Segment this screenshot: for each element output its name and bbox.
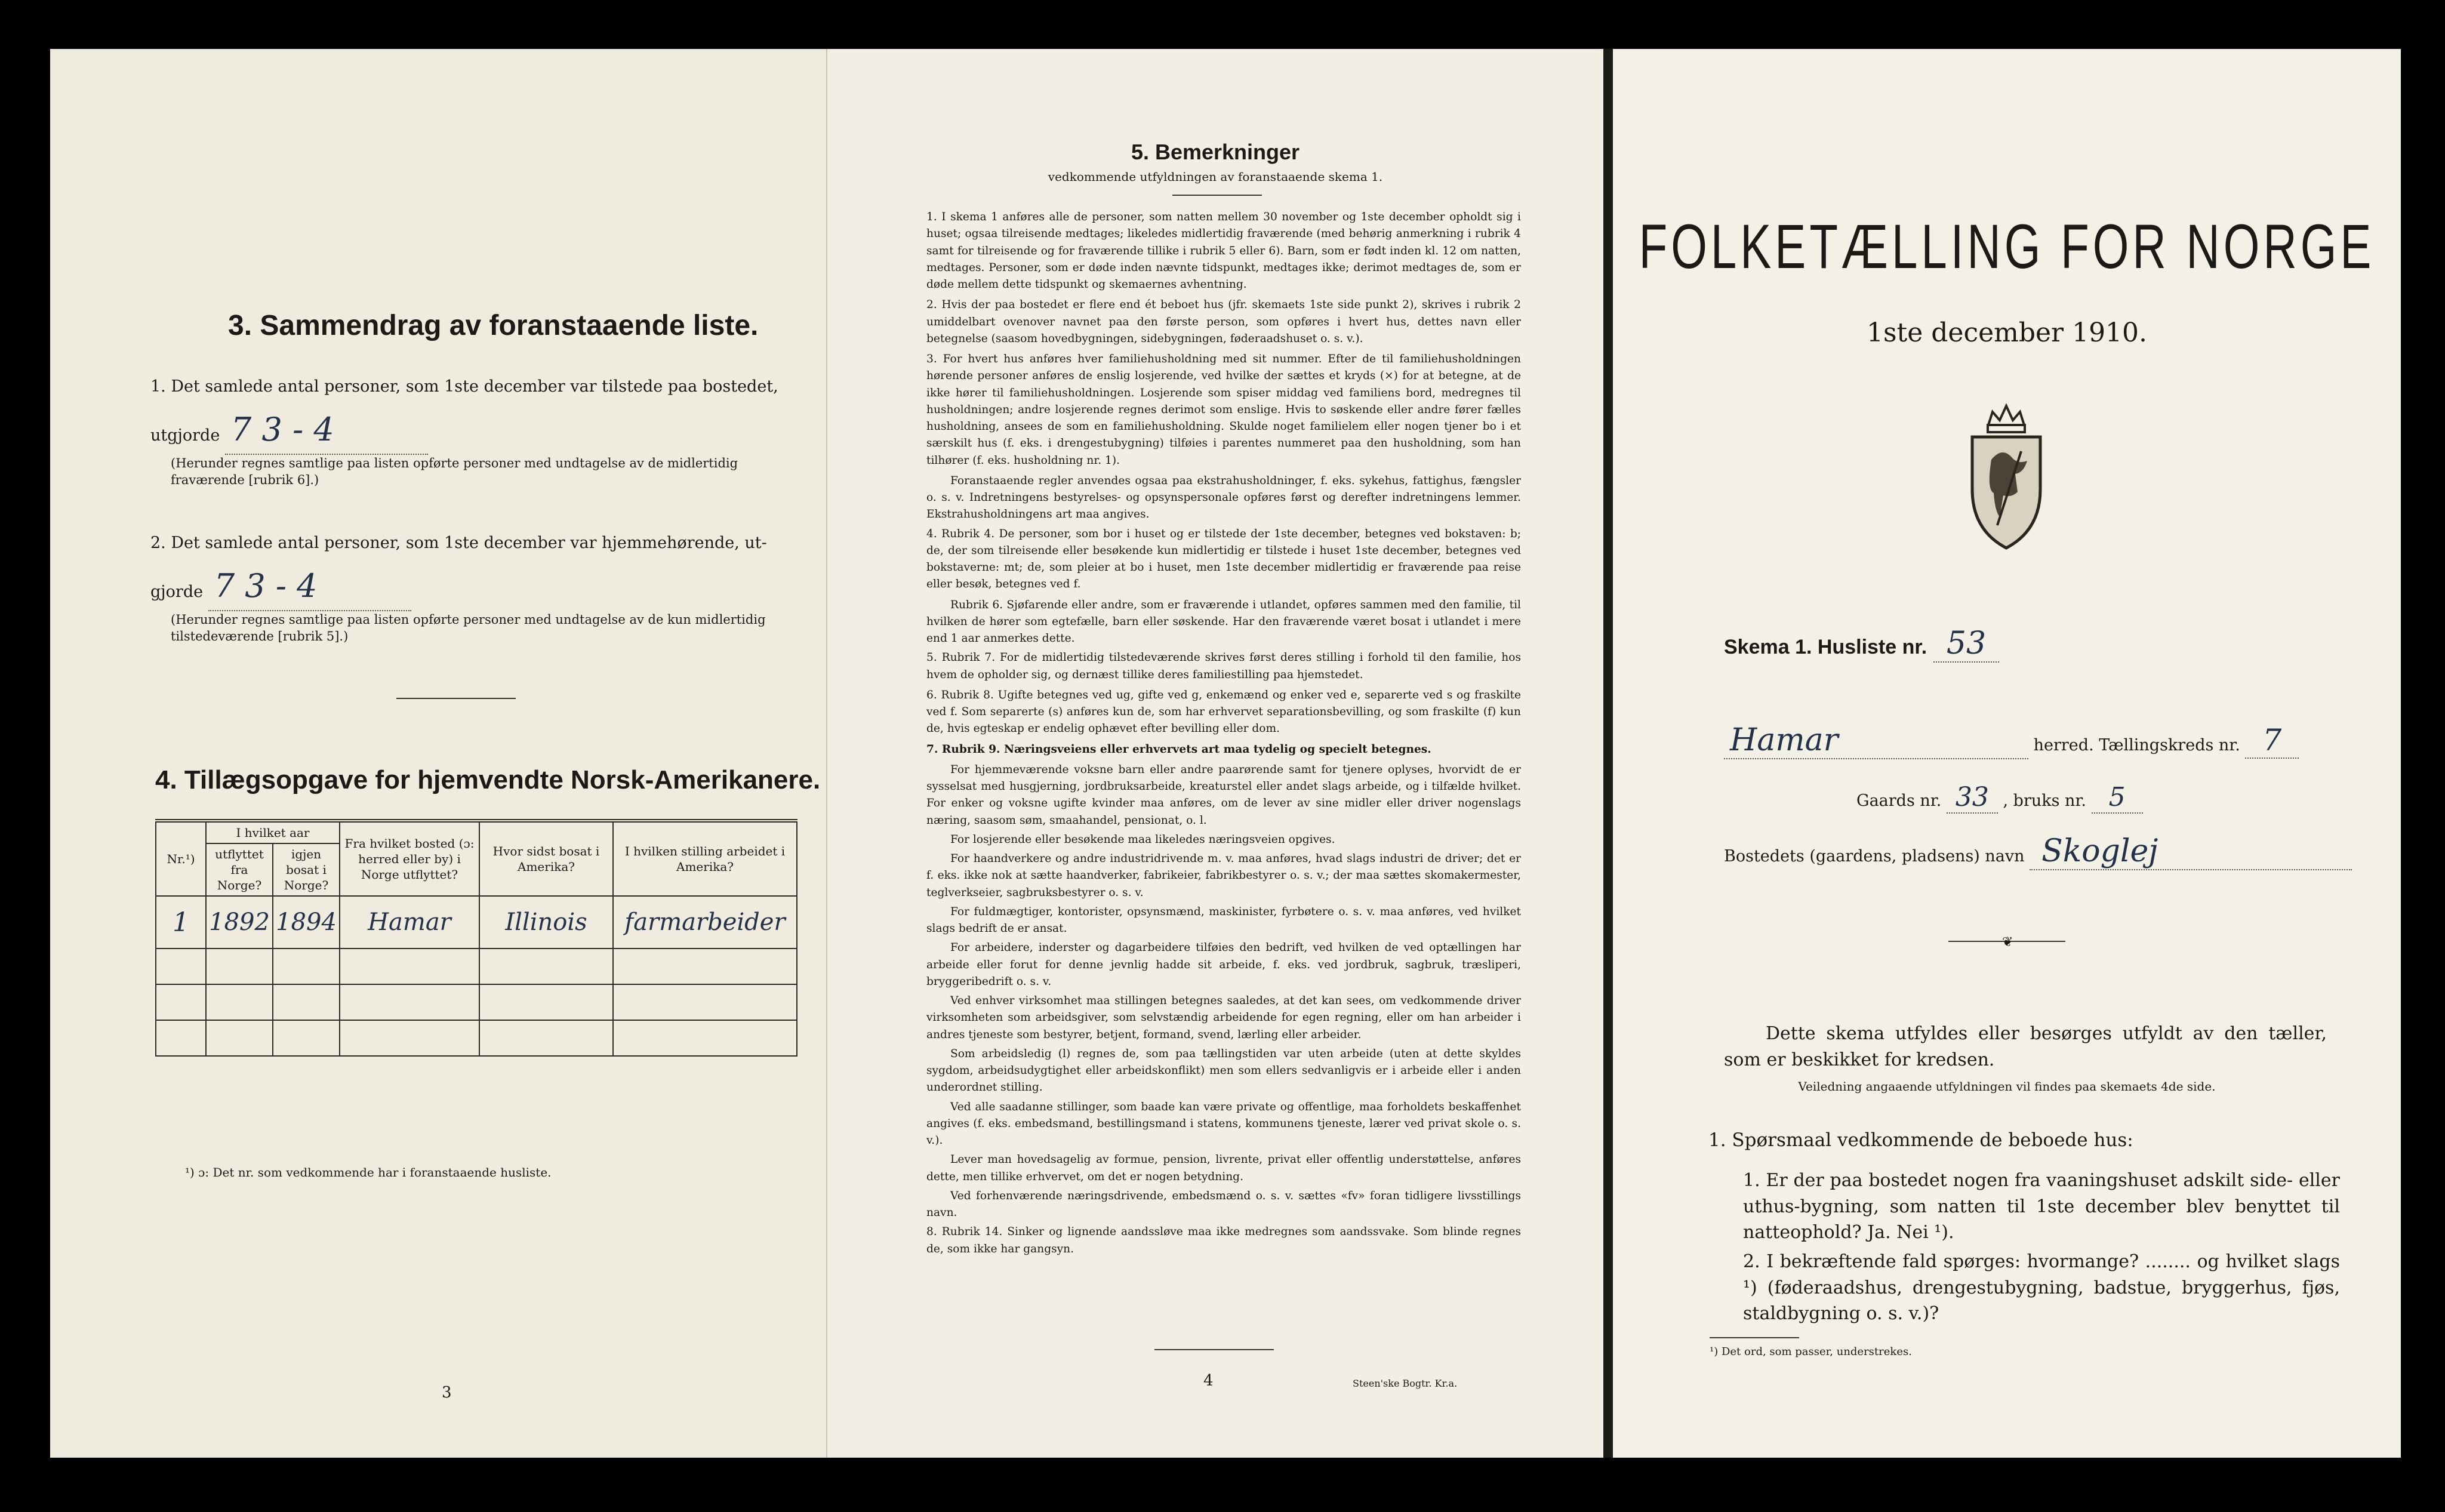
instruction-text: Dette skema utfyldes eller besørges utfyldt av den tæller, som er beskikket for kredsen. xyxy=(1724,1023,2327,1070)
summary-item-2-value: 7 3 - 4 xyxy=(208,562,411,611)
question-1 xyxy=(1743,1168,2340,1246)
norsk-amerikanere-table xyxy=(155,819,797,1057)
divider xyxy=(1172,195,1262,196)
bosted-line xyxy=(1724,833,2352,870)
table-footnote: ¹) ɔ: Det nr. som vedkommende har i foranstaaende husliste. xyxy=(185,1165,552,1180)
page-3 xyxy=(50,49,826,1458)
divider xyxy=(1154,1349,1274,1350)
summary-item-1-text: 1. Det samlede antal personer, som 1ste december var tilstede paa bostedet, xyxy=(150,377,778,396)
remark: Ved forhenværende næringsdrivende, embedsmænd o. s. v. sættes «fv» foran tidligere livsstillings navn. xyxy=(926,1189,1521,1219)
table-row xyxy=(156,896,797,949)
col-bosat: igjen bosat i Norge? xyxy=(273,843,340,896)
summary-item-1-value: 7 3 - 4 xyxy=(225,405,428,455)
remark: Lever man hovedsagelig av formue, pension, livrente, privat eller offentlig understøttelse, anføres dette, men tillike erhvervet, om det er nogen betydning. xyxy=(926,1153,1521,1183)
remarks-subtitle: vedkommende utfyldningen av foranstaaende skema 1. xyxy=(1048,170,1383,184)
col-utflyttet: utflyttet fra Norge? xyxy=(206,843,273,896)
question-1-text: 1. Er der paa bostedet nogen fra vaaningshuset adskilt side- eller uthus-bygning, som natten til 1ste december blev benyttet til natteophold? xyxy=(1743,1170,2340,1243)
skema-line xyxy=(1724,626,1999,663)
bruks-label: , bruks nr. xyxy=(2003,792,2086,810)
cell-amerika: Illinois xyxy=(479,896,613,949)
section-4-title: 4. Tillægsopgave for hjemvendte Norsk-Amerikanere. xyxy=(155,765,821,795)
remark: Rubrik 6. Sjøfarende eller andre, som er fraværende i utlandet, opføres sammen med den familie, til hvilken de hører som egtefælle, barn eller søskende. Har den fraværende været bosat i utlandet i mere end 1 aar anmerkes dette. xyxy=(926,598,1521,645)
cell-nr: 1 xyxy=(156,896,206,949)
col-nr: Nr.¹) xyxy=(156,821,206,896)
gaards-label: Gaards nr. xyxy=(1856,792,1942,810)
census-title: FOLKETÆLLING FOR NORGE xyxy=(1639,211,2375,282)
remark: Som arbeidsledig (l) regnes de, som paa tællingstiden var uten arbeide (uten at dette skyldes sygdom, arbeidsudygtighet eller arbeidskonflikt) men som ellers sedvanligvis er i arbeide eller i anden underordnet stilling. xyxy=(926,1047,1521,1094)
kreds-label: Tællingskreds nr. xyxy=(2099,736,2240,755)
book-gutter xyxy=(1603,49,1613,1458)
col-stilling: I hvilken stilling arbeidet i Amerika? xyxy=(613,821,797,896)
remark: For hjemmeværende voksne barn eller andre paarørende samt for tjenere oplyses, hvorvidt de er sysselsat med husgjerning, jordbruksarbeide, kreaturstel eller andet slags arbeide, og i tilfælde hvilket. For enker og voksne ugifte kvinder maa anføres, om de lever av sine midler eller driver nogenslags næring, saasom søm, smaahandel, pensionat, o. l. xyxy=(926,763,1521,827)
cover-page xyxy=(1613,49,2401,1458)
divider xyxy=(396,698,516,699)
remark: 8. Rubrik 14. Sinker og lignende aandssløve maa ikke medregnes som aandssvake. Som blinde regnes de, som ikke har gangsyn. xyxy=(926,1225,1521,1255)
remark: For losjerende eller besøkende maa likeledes næringsveien opgives. xyxy=(950,833,1335,846)
cell-utflyttet: 1892 xyxy=(206,896,273,949)
herred-label: herred. xyxy=(2033,736,2094,755)
questions-heading: 1. Spørsmaal vedkommende de beboede hus: xyxy=(1708,1129,2133,1151)
col-fra-bosted: Fra hvilket bosted (ɔ: herred eller by) i Norge utflyttet? xyxy=(340,821,479,896)
remark: For arbeidere, inderster og dagarbeidere tilføies den bedrift, ved hvilken de ved optællingen har arbeide eller forut for denne jevnlig hadde sit arbeide, f. eks. ved jordbruk, sagbruk, træsliperi, bryggeribedrift o. s. v. xyxy=(926,941,1521,988)
remarks-title: 5. Bemerkninger xyxy=(1131,140,1300,164)
cover-footnote: ¹) Det ord, som passer, understrekes. xyxy=(1710,1345,1912,1358)
remark: 6. Rubrik 8. Ugifte betegnes ved ug, gifte ved g, enkemænd og enker ved e, separerte ved s og fraskilte ved f. Som separerte (s) anføres kun de, som har erhvervet separationsbevilling, og som fraskilte (f) kun de, hvis egteskap er endelig ophævet efter bevilling eller dom. xyxy=(926,688,1521,735)
remark: 2. Hvis der paa bostedet er flere end ét beboet hus (jfr. skemaets 1ste side punkt 2), skrives i rubrik 2 umiddelbart ovenover navnet paa den første person, som opføres i hvert hus, dettes navn eller betegnelse (saasom hovedbygningen, sidebygningen, føderaadshuset o. s. v.). xyxy=(926,298,1521,345)
summary-item-1-note: (Herunder regnes samtlige paa listen opførte personer med undtagelse av de midlertidig fraværende [rubrik 6].) xyxy=(171,455,738,488)
remark: 7. Rubrik 9. Næringsveiens eller erhvervets art maa tydelig og specielt betegnes. xyxy=(926,743,1431,756)
bosted-label: Bostedets (gaardens, pladsens) navn xyxy=(1724,847,2025,866)
remark: 4. Rubrik 4. De personer, som bor i huset og er tilstede der 1ste december, betegnes ved bokstaven: b; de, der som tilreisende eller besøkende kun midlertidig er tilstede i huset 1ste december, betegnes ved bokstaverne: mt; de, som pleier at bo i huset, men 1ste december midlertidig er fraværende paa reise eller besøk, betegnes ved f. xyxy=(926,527,1521,591)
cell-fra-bosted: Hamar xyxy=(340,896,479,949)
remark: 3. For hvert hus anføres hver familiehusholdning med sit nummer. Efter de til familiehusholdningen hørende personer anføres de enslig losjerende, ved hvilke der sættes et kryds (×) for at betegne, at de ikke hører til familiehusholdningen. Losjerende som spiser middag ved familiens bord, medregnes til husholdningen; andre losjerende regnes derimot som enslige. Hvis to søskende eller andre fører fælles husholdning, ansees de som en familiehusholdning. Skulde noget familielem eller nogen tjener bo i et særskilt hus (f. eks. i drengestubygning) tilføies i parentes nummeret paa den husholdning, som han tilhører (f. eks. husholdning nr. 1). xyxy=(926,353,1521,467)
question-1-answer: Ja. Nei ¹). xyxy=(1867,1222,1954,1243)
question-2: 2. I bekræftende fald spørges: hvormange? ........ og hvilket slags ¹) (føderaadshus, drengestubygning, badstue, bryggerhus, fjøs, staldbygning o. s. v.)? xyxy=(1743,1251,2340,1324)
page-number: 3 xyxy=(442,1384,452,1402)
remark: For fuldmægtiger, kontorister, opsynsmænd, maskinister, fyrbøtere o. s. v. maa anføres, ved hvilket slags bedrift de er ansat. xyxy=(926,905,1521,935)
remark: For haandverkere og andre industridrivende m. v. maa anføres, hvad slags industri de driver; det er f. eks. ikke nok at sætte haandverker, fabrikeier, fabrikbestyrer o. s. v.; der maa sættes skomakermester, teglverkseier, sagbruksbestyrer o. s. v. xyxy=(926,852,1521,899)
divider xyxy=(1710,1337,1799,1338)
cell-stilling: farmarbeider xyxy=(613,896,797,949)
table-row xyxy=(156,1020,797,1056)
remark: 5. Rubrik 7. For de midlertidig tilstedeværende skrives først deres stilling i forhold til den familie, hos hvem de opholder sig, og dernæst tillike deres familiestilling paa hjemstedet. xyxy=(926,651,1521,681)
husliste-nr-value: 53 xyxy=(1933,626,1999,663)
remark: 1. I skema 1 anføres alle de personer, som natten mellem 30 november og 1ste december opholdt sig i huset; ogsaa tilreisende medtages; likeledes midlertidig fraværende (med behørig anmerkning i rubrik 4 samt for tilreisende og for fraværende tillike i rubrik 5 eller 6). Barn, som er født inden kl. 12 om natten, medtages. Personer, som er døde inden nævnte tidspunkt, medtages ikke; derimot medtages de, som er døde mellem dette tidspunkt og skemaernes avhentning. xyxy=(926,211,1521,291)
page-4 xyxy=(827,49,1603,1458)
table-row xyxy=(156,984,797,1020)
norway-coat-of-arms-icon xyxy=(1961,400,2051,555)
summary-item-2-prefix: gjorde xyxy=(150,582,204,601)
remark: Ved alle saadanne stillinger, som baade kan være private og offentlige, maa forholdets beskaffenhet angives (f. eks. embedsmand, bestillingsmand i statens, kommunens tjeneste, lærer ved privat skole o. s. v.). xyxy=(926,1100,1521,1147)
herred-value: Hamar xyxy=(1724,722,2028,759)
col-amerika: Hvor sidst bosat i Amerika? xyxy=(479,821,613,896)
summary-item-2 xyxy=(150,531,795,645)
summary-item-2-note: (Herunder regnes samtlige paa listen opførte personer med undtagelse av de kun midlertidig tilstedeværende [rubrik 5].) xyxy=(171,612,766,644)
summary-item-1-prefix: utgjorde xyxy=(150,426,220,445)
herred-line xyxy=(1724,722,2299,759)
page-number: 4 xyxy=(1203,1372,1214,1390)
table-row xyxy=(156,949,797,984)
cell-bosat: 1894 xyxy=(273,896,340,949)
gaards-line xyxy=(1856,782,2143,814)
skema-label: Skema 1. Husliste nr. xyxy=(1724,636,1927,658)
bosted-value: Skoglej xyxy=(2030,833,2352,870)
gaards-value: 33 xyxy=(1947,782,1998,814)
remarks-list xyxy=(926,209,1521,1261)
remark: Foranstaaende regler anvendes ogsaa paa ekstrahusholdninger, f. eks. sykehus, fattighus, fængsler o. s. v. Indretningens bestyrelses- og opsynspersonale opføres først og derefter indretningens lemmer. Ekstrahusholdningens art maa angives. xyxy=(926,474,1521,521)
ornament-icon: ❦ xyxy=(2002,935,2013,950)
summary-item-1 xyxy=(150,375,795,489)
instruction-small: Veiledning angaaende utfyldningen vil findes paa skemaets 4de side. xyxy=(1798,1079,2216,1094)
remark: Ved enhver virksomhet maa stillingen betegnes saaledes, at det kan sees, om vedkommende driver virksomheten som arbeidsgiver, som selvstændig arbeidende for egen regning, eller om han arbeider i andres tjeneste som bestyrer, betjent, formand, svend, lærling eller arbeider. xyxy=(926,994,1521,1041)
col-group-aar: I hvilket aar xyxy=(206,821,340,843)
printer-mark: Steen'ske Bogtr. Kr.a. xyxy=(1353,1378,1458,1389)
summary-item-2-text: 2. Det samlede antal personer, som 1ste december var hjemmehørende, ut- xyxy=(150,534,767,552)
kreds-value: 7 xyxy=(2245,723,2299,759)
bruks-value: 5 xyxy=(2092,782,2143,814)
section-3-title: 3. Sammendrag av foranstaaende liste. xyxy=(228,310,759,341)
census-date: 1ste december 1910. xyxy=(1866,318,2148,348)
